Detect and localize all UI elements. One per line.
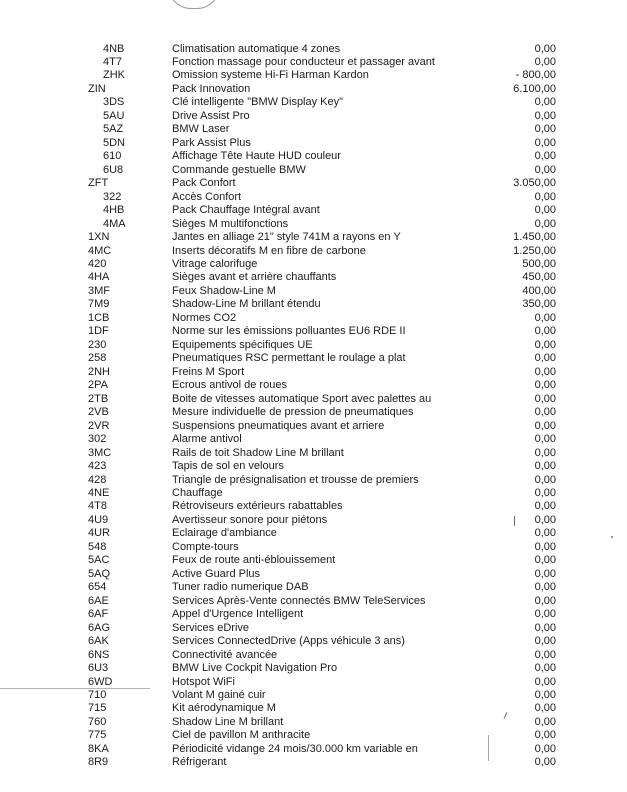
option-row (0, 191, 627, 204)
option-price: 0,00 (534, 473, 556, 486)
option-price: 0,00 (534, 419, 556, 432)
option-row (0, 406, 627, 419)
option-description: Eclairage d'ambiance (172, 527, 277, 540)
scan-artifact-mark (514, 516, 515, 526)
option-price: 0,00 (534, 325, 556, 338)
option-code: 775 (88, 729, 107, 742)
option-code: 710 (88, 689, 107, 701)
option-row (0, 123, 627, 136)
option-code: ZFT (88, 177, 109, 190)
option-description: Fonction massage pour conducteur et passager avant (172, 55, 435, 68)
option-description: Appel d'Urgence Intelligent (172, 608, 304, 621)
option-price: 0,00 (534, 635, 556, 648)
option-description: Triangle de présignalisation et trousse de premiers (172, 473, 419, 486)
option-description: Commande gestuelle BMW (172, 163, 306, 176)
option-code: 8R9 (88, 756, 109, 769)
option-price: 0,00 (534, 379, 556, 392)
option-row (0, 622, 627, 635)
option-description: Omission systeme Hi-Fi Harman Kardon (172, 69, 369, 82)
option-row (0, 150, 627, 163)
option-price: 0,00 (534, 715, 556, 728)
option-description: Freins M Sport (172, 365, 245, 378)
option-row (0, 702, 627, 715)
option-code: 1XN (88, 231, 110, 244)
options-price-list (0, 43, 627, 770)
option-row (0, 298, 627, 311)
option-description: Alarme antivol (172, 433, 242, 446)
option-row (0, 393, 627, 406)
option-code: 3DS (103, 96, 125, 109)
option-price: 0,00 (534, 581, 556, 594)
option-price: 0,00 (534, 96, 556, 109)
option-price: 6.100,00 (513, 82, 556, 95)
option-code: 4NB (103, 42, 125, 55)
option-price: 0,00 (534, 42, 556, 55)
option-code: ZIN (88, 82, 106, 95)
option-row (0, 474, 627, 487)
option-description: Affichage Tête Haute HUD couleur (172, 150, 341, 163)
option-price: 0,00 (534, 55, 556, 68)
option-description: Rétroviseurs extérieurs rabattables (172, 500, 343, 513)
option-price: 0,00 (534, 446, 556, 459)
option-description: Active Guard Plus (172, 567, 261, 580)
option-code: 6U8 (103, 163, 124, 176)
option-description: BMW Laser (172, 123, 230, 136)
option-code: 4MC (88, 244, 112, 257)
option-row (0, 69, 627, 82)
option-description: Inserts décoratifs M en fibre de carbone (172, 244, 366, 257)
option-row (0, 554, 627, 567)
option-code: 3MF (88, 284, 110, 297)
option-description: Connectivité avancée (172, 648, 278, 661)
option-code: 5AZ (103, 123, 124, 136)
option-price: 0,00 (534, 527, 556, 540)
option-description: Services Après-Vente connectés BMW TeleServices (172, 594, 426, 607)
option-row (0, 595, 627, 608)
option-code: 654 (88, 581, 107, 594)
option-description: Equipements spécifiques UE (172, 338, 313, 351)
option-code: 6AG (88, 621, 111, 634)
option-code: 2NH (88, 365, 111, 378)
option-code: 4MA (103, 217, 126, 230)
option-row (0, 218, 627, 231)
option-description: Services eDrive (172, 621, 250, 634)
option-code: 5AQ (88, 567, 111, 580)
option-description: Périodicité vidange 24 mois/30.000 km variable en (172, 742, 418, 755)
option-code: 3MC (88, 446, 112, 459)
option-code: 6U3 (88, 662, 109, 675)
option-price: 1.250,00 (513, 244, 556, 257)
option-price: 0,00 (534, 123, 556, 136)
option-row (0, 177, 627, 190)
option-description: Services ConnectedDrive (Apps véhicule 3 ans) (172, 635, 405, 648)
option-code: 420 (88, 258, 107, 270)
option-row (0, 649, 627, 662)
option-price: 500,00 (522, 258, 556, 270)
option-price: 0,00 (534, 702, 556, 715)
option-code: 4U9 (88, 513, 109, 526)
option-description: Kit aérodynamique M (172, 702, 276, 715)
option-code: 302 (88, 433, 107, 446)
option-price: 0,00 (534, 729, 556, 742)
option-price: 0,00 (534, 648, 556, 661)
option-code: 2PA (88, 379, 108, 392)
option-row (0, 581, 627, 594)
option-code: 4UR (88, 527, 111, 540)
option-row (0, 433, 627, 446)
option-description: Shadow Line M brillant (172, 715, 284, 728)
option-row (0, 352, 627, 365)
option-code: 2VR (88, 419, 110, 432)
option-code: 5AC (88, 554, 110, 567)
option-row (0, 325, 627, 338)
option-description: Tuner radio numerique DAB (172, 581, 309, 594)
option-code: 715 (88, 702, 107, 715)
option-price: 0,00 (534, 204, 556, 217)
option-row (0, 635, 627, 648)
option-description: Norme sur les émissions polluantes EU6 RDE II (172, 325, 406, 338)
option-description: Ecrous antivol de roues (172, 379, 287, 392)
option-row (0, 689, 627, 702)
option-code: 322 (103, 190, 122, 203)
option-row (0, 339, 627, 352)
option-code: 6WD (88, 675, 113, 688)
option-description: Clé intelligente "BMW Display Key" (172, 96, 344, 109)
option-price: 0,00 (534, 554, 556, 567)
option-row (0, 676, 627, 689)
option-description: Réfrigerant (172, 756, 227, 769)
scan-artifact-mark (611, 536, 613, 538)
option-description: Ciel de pavillon M anthracite (172, 729, 311, 742)
option-price: 350,00 (522, 298, 556, 311)
option-row (0, 312, 627, 325)
option-row (0, 500, 627, 513)
option-row (0, 258, 627, 271)
option-code: 548 (88, 540, 107, 553)
option-code: 8KA (88, 742, 109, 755)
option-price: 0,00 (534, 742, 556, 755)
option-code: 258 (88, 352, 107, 365)
option-price: - 800,00 (515, 69, 556, 82)
option-code: 6AE (88, 594, 109, 607)
option-row (0, 245, 627, 258)
option-description: Pneumatiques RSC permettant le roulage a plat (172, 352, 406, 365)
option-row (0, 231, 627, 244)
option-code: 4T8 (88, 500, 107, 513)
option-code: 1DF (88, 325, 109, 338)
option-row (0, 271, 627, 284)
option-description: Accès Confort (172, 190, 242, 203)
option-code: 6AF (88, 608, 109, 621)
option-row (0, 662, 627, 675)
option-row (0, 43, 627, 56)
option-description: Boite de vitesses automatique Sport avec palettes au (172, 392, 432, 405)
option-row (0, 110, 627, 123)
option-price: 0,00 (534, 392, 556, 405)
option-price: 0,00 (534, 150, 556, 163)
scan-artifact-mark (488, 735, 489, 761)
option-description: Sièges avant et arrière chauffants (172, 271, 337, 284)
option-row (0, 729, 627, 742)
option-row (0, 568, 627, 581)
option-description: Pack Innovation (172, 82, 251, 95)
option-row (0, 447, 627, 460)
option-price: 0,00 (534, 513, 556, 526)
option-price: 0,00 (534, 365, 556, 378)
option-code: 2VB (88, 406, 109, 419)
option-row (0, 756, 627, 769)
option-price: 0,00 (534, 500, 556, 513)
option-description: Climatisation automatique 4 zones (172, 42, 341, 55)
option-code: 4NE (88, 486, 110, 499)
option-description: Park Assist Plus (172, 136, 251, 149)
option-row (0, 56, 627, 69)
option-description: Mesure individuelle de pression de pneumatiques (172, 406, 414, 419)
option-price: 0,00 (534, 567, 556, 580)
option-row (0, 460, 627, 473)
option-price: 0,00 (534, 689, 556, 701)
option-description: Jantes en alliage 21" style 741M a rayons en Y (172, 231, 401, 244)
option-description: Feux Shadow-Line M (172, 284, 276, 297)
scan-artifact-line (0, 688, 150, 689)
option-price: 0,00 (534, 163, 556, 176)
option-row (0, 83, 627, 96)
option-price: 0,00 (534, 460, 556, 473)
option-description: Suspensions pneumatiques avant et arriere (172, 419, 385, 432)
option-code: 1CB (88, 311, 110, 324)
option-price: 0,00 (534, 486, 556, 499)
option-code: 6AK (88, 635, 109, 648)
option-description: Tapis de sol en velours (172, 460, 284, 473)
option-price: 0,00 (534, 352, 556, 365)
option-code: 7M9 (88, 298, 110, 311)
option-code: 230 (88, 338, 107, 351)
option-code: 4T7 (103, 55, 122, 68)
option-description: Normes CO2 (172, 311, 237, 324)
option-row (0, 514, 627, 527)
option-price: 400,00 (522, 284, 556, 297)
option-description: Pack Chauffage Intégral avant (172, 204, 320, 217)
option-code: 610 (103, 150, 122, 163)
option-price: 0,00 (534, 594, 556, 607)
option-row (0, 366, 627, 379)
option-code: 2TB (88, 392, 109, 405)
option-row (0, 137, 627, 150)
option-row (0, 420, 627, 433)
option-price: 0,00 (534, 756, 556, 769)
option-row (0, 608, 627, 621)
option-description: Avertisseur sonore pour piétons (172, 513, 328, 526)
option-description: Feux de route anti-éblouissement (172, 554, 336, 567)
option-code: 4HB (103, 204, 125, 217)
option-price: 0,00 (534, 621, 556, 634)
option-price: 0,00 (534, 662, 556, 675)
option-row (0, 541, 627, 554)
option-price: 1.450,00 (513, 231, 556, 244)
option-description: Compte-tours (172, 540, 239, 553)
option-price: 0,00 (534, 540, 556, 553)
option-code: 760 (88, 715, 107, 728)
option-description: Vitrage calorifuge (172, 258, 258, 270)
option-description: BMW Live Cockpit Navigation Pro (172, 662, 338, 675)
option-price: 0,00 (534, 109, 556, 122)
option-code: 5AU (103, 109, 125, 122)
option-description: Shadow-Line M brillant étendu (172, 298, 321, 311)
option-price: 0,00 (534, 311, 556, 324)
option-row (0, 716, 627, 729)
option-code: 6NS (88, 648, 110, 661)
option-price: 450,00 (522, 271, 556, 284)
option-price: 0,00 (534, 675, 556, 688)
option-code: ZHK (103, 69, 125, 82)
option-description: Rails de toit Shadow Line M brillant (172, 446, 344, 459)
option-code: 428 (88, 473, 107, 486)
option-description: Drive Assist Pro (172, 109, 250, 122)
option-row (0, 285, 627, 298)
scan-artifact-arc (168, 0, 220, 9)
option-row (0, 96, 627, 109)
option-description: Pack Confort (172, 177, 236, 190)
option-price: 3.050,00 (513, 177, 556, 190)
option-row (0, 487, 627, 500)
option-price: 0,00 (534, 338, 556, 351)
option-price: 0,00 (534, 406, 556, 419)
option-description: Hotspot WiFi (172, 675, 235, 688)
option-row (0, 527, 627, 540)
option-row (0, 379, 627, 392)
option-row (0, 204, 627, 217)
option-description: Chauffage (172, 486, 223, 499)
option-price: 0,00 (534, 217, 556, 230)
option-price: 0,00 (534, 608, 556, 621)
option-price: 0,00 (534, 136, 556, 149)
option-row (0, 743, 627, 756)
option-description: Sièges M multifonctions (172, 217, 289, 230)
option-code: 4HA (88, 271, 110, 284)
option-price: 0,00 (534, 190, 556, 203)
option-code: 5DN (103, 136, 126, 149)
option-code: 423 (88, 460, 107, 473)
option-description: Volant M gainé cuir (172, 689, 266, 701)
option-price: 0,00 (534, 433, 556, 446)
option-row (0, 164, 627, 177)
